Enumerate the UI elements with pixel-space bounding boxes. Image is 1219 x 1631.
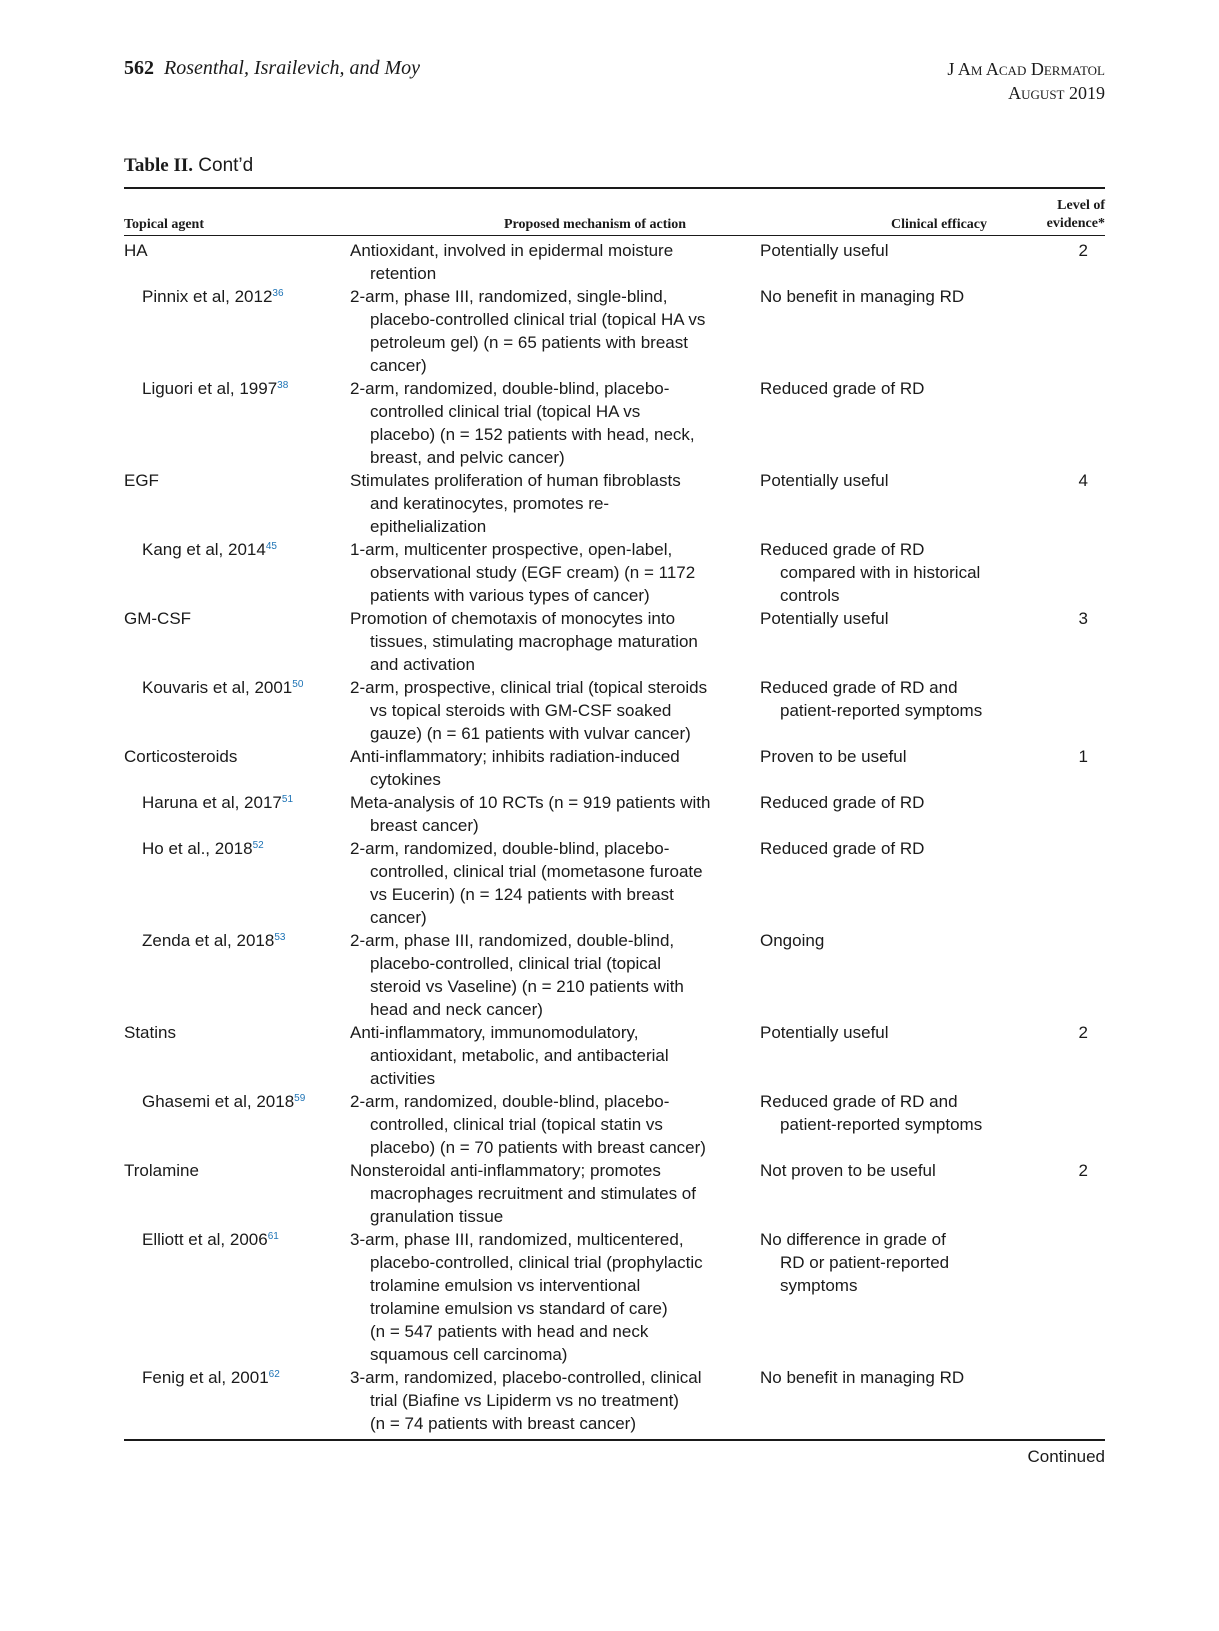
- mechanism-line: breast, and pelvic cancer): [370, 448, 565, 467]
- table-row-study: [124, 929, 1105, 1021]
- mechanism-line: placebo-controlled, clinical trial (topical: [370, 954, 662, 973]
- mechanism-line: Stimulates proliferation of human fibroblasts: [350, 471, 681, 490]
- efficacy-line: controls: [780, 586, 840, 605]
- cell-efficacy: [760, 1366, 1010, 1389]
- cell-mechanism: [350, 469, 750, 538]
- reference-link[interactable]: 59: [294, 1093, 306, 1104]
- column-header-level-line1: Level of: [1057, 198, 1105, 213]
- agent-text: Liguori et al, 1997: [142, 379, 278, 398]
- cell-efficacy: [760, 1021, 1010, 1044]
- mechanism-line: cancer): [370, 356, 427, 375]
- mechanism-line: breast cancer): [370, 816, 479, 835]
- mechanism-line: head and neck cancer): [370, 1000, 543, 1019]
- efficacy-line: Reduced grade of RD: [760, 540, 925, 559]
- reference-link[interactable]: 38: [277, 380, 289, 391]
- mechanism-line: (n = 547 patients with head and neck: [370, 1322, 649, 1341]
- mechanism-line: trolamine emulsion vs interventional: [370, 1276, 641, 1295]
- agent-text: Elliott et al, 2006: [142, 1230, 268, 1249]
- efficacy-line: compared with in historical: [780, 563, 981, 582]
- issue-date: August 2019: [1008, 83, 1105, 103]
- cell-agent: [142, 1228, 362, 1251]
- mechanism-line: granulation tissue: [370, 1207, 504, 1226]
- running-head-authors: Rosenthal, Israilevich, and Moy: [164, 57, 421, 79]
- efficacy-line: Reduced grade of RD: [760, 379, 925, 398]
- efficacy-line: Potentially useful: [760, 241, 889, 260]
- cell-mechanism: [350, 285, 750, 377]
- table-row-agent: [124, 469, 1105, 538]
- mechanism-line: 2-arm, randomized, double-blind, placebo-: [350, 839, 670, 858]
- cell-efficacy: [760, 377, 1010, 400]
- mechanism-line: (n = 74 patients with breast cancer): [370, 1414, 636, 1433]
- mechanism-line: macrophages recruitment and stimulates of: [370, 1184, 696, 1203]
- cell-agent: [142, 285, 362, 308]
- cell-efficacy: [760, 1090, 1010, 1136]
- mechanism-line: placebo-controlled clinical trial (topical HA vs: [370, 310, 706, 329]
- mechanism-line: 3-arm, phase III, randomized, multicentered,: [350, 1230, 684, 1249]
- mechanism-line: vs Eucerin) (n = 124 patients with breast: [370, 885, 674, 904]
- mechanism-line: Anti-inflammatory, immunomodulatory,: [350, 1023, 639, 1042]
- efficacy-line: Reduced grade of RD: [760, 793, 925, 812]
- cell-mechanism: [350, 1021, 750, 1090]
- reference-link[interactable]: 62: [268, 1369, 280, 1380]
- cell-agent: [142, 837, 362, 860]
- table-row-agent: [124, 239, 1105, 285]
- mechanism-line: 1-arm, multicenter prospective, open-label,: [350, 540, 673, 559]
- cell-agent: [142, 377, 362, 400]
- mechanism-line: patients with various types of cancer): [370, 586, 650, 605]
- cell-efficacy: [760, 239, 1010, 262]
- agent-text: Ho et al., 2018: [142, 839, 253, 858]
- agent-text: EGF: [124, 471, 159, 490]
- mechanism-line: activities: [370, 1069, 436, 1088]
- cell-level-of-evidence: 2: [1078, 1023, 1088, 1042]
- table-row-study: [124, 1090, 1105, 1159]
- agent-text: Haruna et al, 2017: [142, 793, 282, 812]
- reference-link[interactable]: 36: [272, 288, 284, 299]
- table-caption-text: Cont’d: [198, 155, 254, 176]
- reference-link[interactable]: 52: [252, 840, 264, 851]
- efficacy-line: Potentially useful: [760, 471, 889, 490]
- cell-efficacy: [760, 607, 1010, 630]
- page-number: 562: [124, 57, 154, 79]
- mechanism-line: placebo-controlled, clinical trial (prophylactic: [370, 1253, 703, 1272]
- efficacy-line: Ongoing: [760, 931, 825, 950]
- mechanism-line: petroleum gel) (n = 65 patients with breast: [370, 333, 688, 352]
- mechanism-line: retention: [370, 264, 437, 283]
- cell-mechanism: [350, 1228, 750, 1366]
- cell-level-of-evidence: 4: [1078, 471, 1088, 490]
- cell-agent: [124, 1159, 344, 1182]
- mechanism-line: controlled, clinical trial (topical statin vs: [370, 1115, 663, 1134]
- efficacy-line: Reduced grade of RD: [760, 839, 925, 858]
- running-head-right: [947, 57, 1105, 105]
- table-header-rule: [124, 235, 1105, 236]
- efficacy-line: No benefit in managing RD: [760, 1368, 965, 1387]
- agent-text: Statins: [124, 1023, 176, 1042]
- cell-agent: [124, 1021, 344, 1044]
- table-row-study: [124, 538, 1105, 607]
- cell-agent: [142, 791, 362, 814]
- column-header-level-line2: evidence*: [1046, 216, 1105, 231]
- mechanism-line: 2-arm, prospective, clinical trial (topical steroids: [350, 678, 708, 697]
- column-header-level: [1015, 197, 1105, 233]
- agent-text: Kang et al, 2014: [142, 540, 266, 559]
- mechanism-line: trolamine emulsion vs standard of care): [370, 1299, 668, 1318]
- table-row-agent: [124, 745, 1105, 791]
- mechanism-line: controlled, clinical trial (mometasone furoate: [370, 862, 703, 881]
- efficacy-line: Not proven to be useful: [760, 1161, 936, 1180]
- table-body: [124, 239, 1105, 1435]
- cell-efficacy: [760, 837, 1010, 860]
- agent-text: Fenig et al, 2001: [142, 1368, 269, 1387]
- cell-mechanism: [350, 791, 750, 837]
- agent-text: Zenda et al, 2018: [142, 931, 275, 950]
- mechanism-line: steroid vs Vaseline) (n = 210 patients with: [370, 977, 684, 996]
- cell-efficacy: [760, 745, 1010, 768]
- mechanism-line: Antioxidant, involved in epidermal moisture: [350, 241, 674, 260]
- efficacy-line: Potentially useful: [760, 1023, 889, 1042]
- efficacy-line: Potentially useful: [760, 609, 889, 628]
- efficacy-line: No difference in grade of: [760, 1230, 946, 1249]
- mechanism-line: squamous cell carcinoma): [370, 1345, 568, 1364]
- efficacy-line: Reduced grade of RD and: [760, 678, 958, 697]
- agent-text: GM-CSF: [124, 609, 192, 628]
- cell-efficacy: [760, 538, 1010, 607]
- mechanism-line: and activation: [370, 655, 475, 674]
- cell-agent: [124, 469, 344, 492]
- mechanism-line: 2-arm, randomized, double-blind, placebo-: [350, 379, 670, 398]
- table-row-agent: [124, 1159, 1105, 1228]
- running-head: [124, 57, 1105, 107]
- mechanism-line: epithelialization: [370, 517, 487, 536]
- efficacy-line: patient-reported symptoms: [780, 1115, 983, 1134]
- mechanism-line: gauze) (n = 61 patients with vulvar cancer): [370, 724, 691, 743]
- cell-mechanism: [350, 377, 750, 469]
- mechanism-line: and keratinocytes, promotes re-: [370, 494, 610, 513]
- cell-agent: [142, 929, 362, 952]
- efficacy-line: Proven to be useful: [760, 747, 907, 766]
- table-row-study: [124, 791, 1105, 837]
- cell-efficacy: [760, 676, 1010, 722]
- table-caption: [124, 155, 253, 177]
- mechanism-line: 2-arm, phase III, randomized, single-blind,: [350, 287, 668, 306]
- reference-link[interactable]: 45: [265, 541, 277, 552]
- reference-link[interactable]: 53: [274, 932, 286, 943]
- efficacy-line: symptoms: [780, 1276, 858, 1295]
- reference-link[interactable]: 51: [281, 794, 294, 805]
- table-row-study: [124, 837, 1105, 929]
- mechanism-line: Meta-analysis of 10 RCTs (n = 919 patients with: [350, 793, 711, 812]
- cell-mechanism: [350, 745, 750, 791]
- table-bottom-rule: [124, 1439, 1105, 1441]
- mechanism-line: placebo) (n = 70 patients with breast cancer): [370, 1138, 706, 1157]
- cell-mechanism: [350, 1159, 750, 1228]
- agent-text: Corticosteroids: [124, 747, 238, 766]
- table-row-study: [124, 377, 1105, 469]
- running-head-left: [124, 57, 420, 80]
- cell-level-of-evidence: 2: [1078, 241, 1088, 260]
- mechanism-line: 2-arm, randomized, double-blind, placebo-: [350, 1092, 670, 1111]
- reference-link[interactable]: 50: [292, 679, 304, 690]
- efficacy-line: Reduced grade of RD and: [760, 1092, 958, 1111]
- column-header-agent: Topical agent: [124, 217, 204, 232]
- table-row-agent: [124, 1021, 1105, 1090]
- efficacy-line: No benefit in managing RD: [760, 287, 965, 306]
- mechanism-line: observational study (EGF cream) (n = 1172: [370, 563, 696, 582]
- cell-efficacy: [760, 929, 1010, 952]
- cell-mechanism: [350, 607, 750, 676]
- table-row-study: [124, 1366, 1105, 1435]
- table-row-study: [124, 1228, 1105, 1366]
- cell-mechanism: [350, 1366, 750, 1435]
- cell-agent: [142, 676, 362, 699]
- efficacy-line: patient-reported symptoms: [780, 701, 983, 720]
- agent-text: Kouvaris et al, 2001: [142, 678, 293, 697]
- cell-agent: [142, 1366, 362, 1389]
- column-header-mechanism: Proposed mechanism of action: [503, 217, 687, 232]
- cell-mechanism: [350, 538, 750, 607]
- mechanism-line: Nonsteroidal anti-inflammatory; promotes: [350, 1161, 661, 1180]
- efficacy-line: RD or patient-reported: [780, 1253, 950, 1272]
- cell-mechanism: [350, 929, 750, 1021]
- agent-text: HA: [124, 241, 148, 260]
- cell-agent: [124, 607, 344, 630]
- journal-name: J Am Acad Dermatol: [947, 59, 1105, 79]
- cell-agent: [142, 538, 362, 561]
- cell-mechanism: [350, 1090, 750, 1159]
- mechanism-line: Promotion of chemotaxis of monocytes into: [350, 609, 676, 628]
- cell-mechanism: [350, 676, 750, 745]
- table-label: Table II.: [124, 155, 193, 176]
- cell-level-of-evidence: 3: [1078, 609, 1088, 628]
- agent-text: Trolamine: [124, 1161, 199, 1180]
- table-row-agent: [124, 607, 1105, 676]
- mechanism-line: 2-arm, phase III, randomized, double-blind,: [350, 931, 675, 950]
- table-row-study: [124, 285, 1105, 377]
- mechanism-line: Anti-inflammatory; inhibits radiation-induced: [350, 747, 680, 766]
- cell-agent: [124, 239, 344, 262]
- cell-agent: [124, 745, 344, 768]
- cell-efficacy: [760, 285, 1010, 308]
- cell-efficacy: [760, 1228, 1010, 1297]
- mechanism-line: antioxidant, metabolic, and antibacterial: [370, 1046, 669, 1065]
- mechanism-line: cancer): [370, 908, 427, 927]
- mechanism-line: 3-arm, randomized, placebo-controlled, clinical: [350, 1368, 702, 1387]
- cell-level-of-evidence: 1: [1078, 747, 1088, 766]
- table-row-study: [124, 676, 1105, 745]
- mechanism-line: trial (Biafine vs Lipiderm vs no treatment): [370, 1391, 679, 1410]
- cell-efficacy: [760, 1159, 1010, 1182]
- cell-efficacy: [760, 469, 1010, 492]
- cell-mechanism: [350, 837, 750, 929]
- cell-level-of-evidence: 2: [1078, 1161, 1088, 1180]
- continued-label: Continued: [1027, 1447, 1105, 1466]
- agent-text: Ghasemi et al, 2018: [142, 1092, 295, 1111]
- reference-link[interactable]: 61: [267, 1231, 279, 1242]
- table-header-row: [124, 193, 1105, 233]
- mechanism-line: vs topical steroids with GM-CSF soaked: [370, 701, 672, 720]
- cell-mechanism: [350, 239, 750, 285]
- cell-agent: [142, 1090, 362, 1113]
- mechanism-line: tissues, stimulating macrophage maturation: [370, 632, 698, 651]
- mechanism-line: controlled clinical trial (topical HA vs: [370, 402, 641, 421]
- mechanism-line: cytokines: [370, 770, 441, 789]
- column-header-efficacy: Clinical efficacy: [890, 217, 988, 232]
- table-top-rule: [124, 187, 1105, 189]
- mechanism-line: placebo) (n = 152 patients with head, neck,: [370, 425, 695, 444]
- agent-text: Pinnix et al, 2012: [142, 287, 273, 306]
- cell-efficacy: [760, 791, 1010, 814]
